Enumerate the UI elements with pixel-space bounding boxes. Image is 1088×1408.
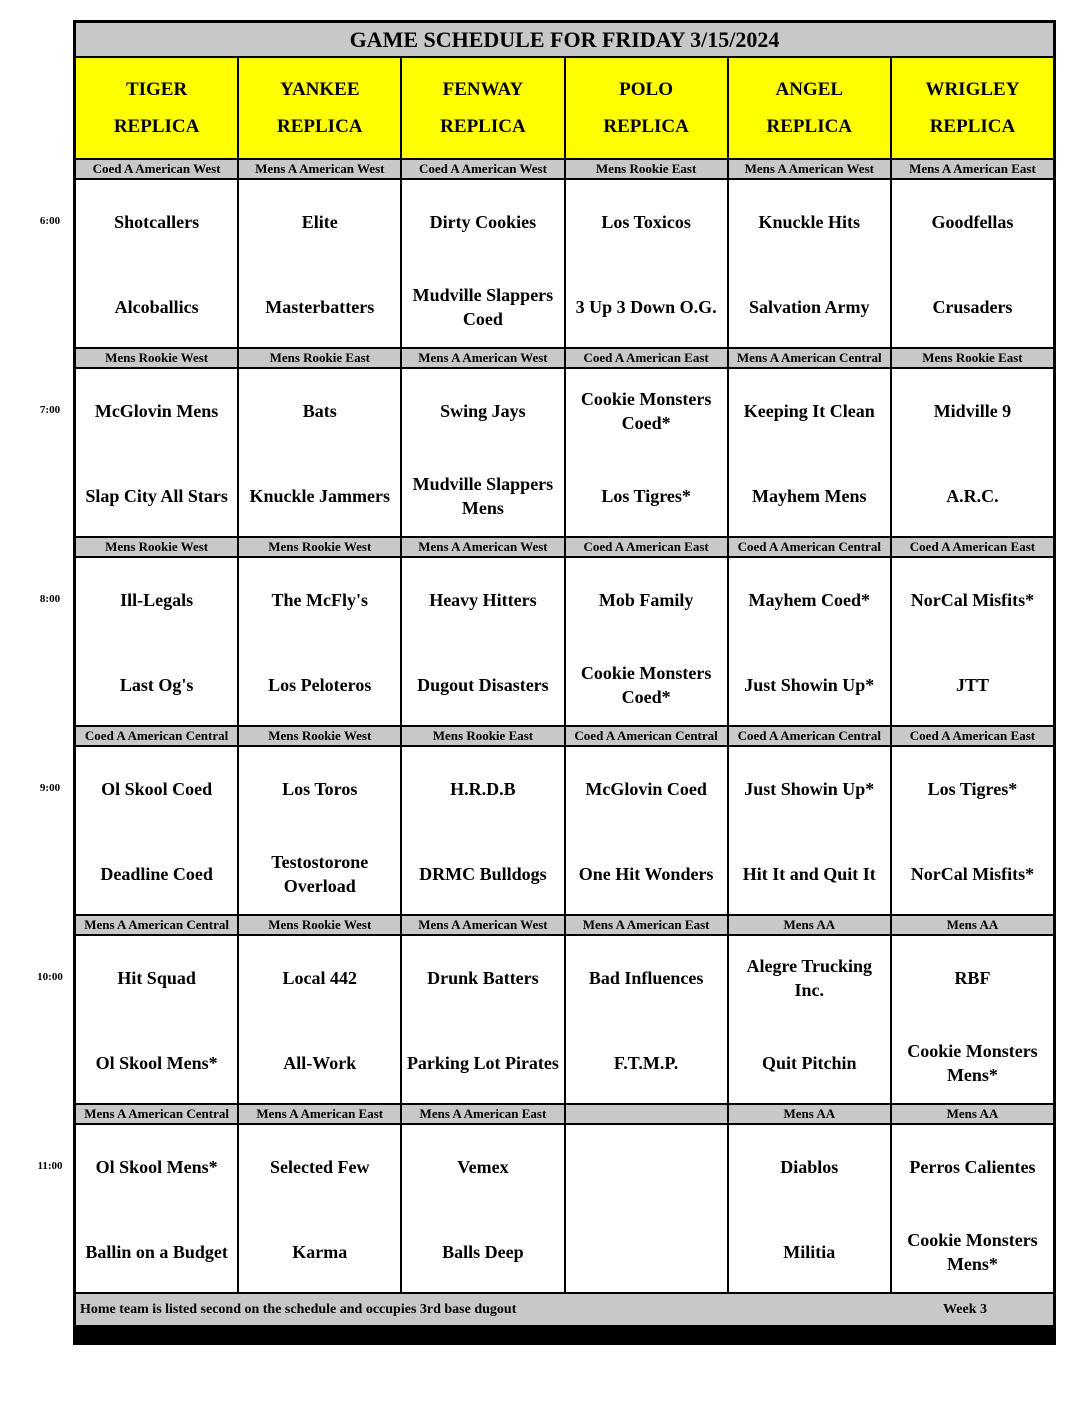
field-name: WRIGLEY bbox=[925, 79, 1020, 100]
game-cell bbox=[892, 180, 1053, 347]
game-cell bbox=[892, 1125, 1053, 1292]
away-team: Bats bbox=[302, 400, 337, 421]
game-cell bbox=[566, 936, 727, 1103]
away-team: Alegre Trucking Inc. bbox=[746, 955, 873, 1000]
home-team: Testostorone Overload bbox=[271, 851, 369, 896]
away-team: Keeping It Clean bbox=[743, 400, 875, 421]
game-cell bbox=[402, 180, 563, 347]
away-team: McGlovin Mens bbox=[94, 400, 219, 421]
game-cell bbox=[892, 747, 1053, 914]
division-label: Mens Rookie East bbox=[892, 349, 1053, 367]
home-team: Ballin on a Budget bbox=[85, 1241, 228, 1262]
division-row bbox=[76, 727, 1053, 745]
game-cell bbox=[729, 1125, 890, 1292]
home-team: Balls Deep bbox=[442, 1241, 524, 1262]
away-team: Vemex bbox=[457, 1156, 509, 1177]
field-sub: REPLICA bbox=[766, 116, 853, 137]
home-team: Cookie Monsters Coed* bbox=[580, 662, 712, 707]
away-team: Knuckle Hits bbox=[758, 211, 861, 232]
division-label: Coed A American Central bbox=[729, 727, 890, 745]
division-label: Mens A American Central bbox=[76, 916, 237, 934]
away-team: Los Toros bbox=[282, 778, 358, 799]
game-cell bbox=[566, 1125, 727, 1292]
week-label: Week 3 bbox=[943, 1301, 987, 1317]
away-team: Ill-Legals bbox=[120, 589, 194, 610]
time-slot-row bbox=[76, 180, 1053, 347]
game-cell bbox=[402, 1125, 563, 1292]
game-cell bbox=[402, 936, 563, 1103]
division-label: Mens A American East bbox=[402, 1105, 563, 1123]
game-cell bbox=[892, 936, 1053, 1103]
time-slot-row bbox=[76, 558, 1053, 725]
division-label: Mens A American West bbox=[239, 160, 400, 178]
division-label: Coed A American West bbox=[402, 160, 563, 178]
game-cell bbox=[76, 180, 237, 347]
home-team: DRMC Bulldogs bbox=[419, 863, 547, 884]
home-team: One Hit Wonders bbox=[578, 863, 714, 884]
game-cell bbox=[76, 936, 237, 1103]
away-team: The McFly's bbox=[271, 589, 368, 610]
division-label: Mens AA bbox=[729, 1105, 890, 1123]
time-slot-row bbox=[76, 747, 1053, 914]
away-team: Ol Skool Mens* bbox=[95, 1156, 218, 1177]
home-team: Militia bbox=[783, 1241, 836, 1262]
game-cell bbox=[729, 558, 890, 725]
division-row bbox=[76, 916, 1053, 934]
field-name: POLO bbox=[619, 79, 674, 100]
home-team: Ol Skool Mens* bbox=[95, 1052, 218, 1073]
away-team: Diablos bbox=[780, 1156, 839, 1177]
home-team: NorCal Misfits* bbox=[910, 863, 1035, 884]
field-sub: REPLICA bbox=[929, 116, 1016, 137]
away-team: Swing Jays bbox=[440, 400, 526, 421]
field-sub: REPLICA bbox=[440, 116, 526, 137]
home-team: Slap City All Stars bbox=[85, 485, 228, 506]
home-team: Los Peloteros bbox=[268, 674, 372, 695]
division-label: Mens Rookie East bbox=[566, 160, 727, 178]
division-label: Coed A American Central bbox=[729, 538, 890, 556]
division-label: Mens Rookie West bbox=[239, 916, 400, 934]
division-label: Mens Rookie East bbox=[402, 727, 563, 745]
home-team: Deadline Coed bbox=[100, 863, 213, 884]
home-team: Karma bbox=[292, 1241, 348, 1262]
division-label: Mens A American West bbox=[402, 916, 563, 934]
away-team: Midville 9 bbox=[933, 400, 1012, 421]
division-label: Mens A American West bbox=[402, 538, 563, 556]
home-team: Masterbatters bbox=[265, 296, 375, 317]
home-team: Alcoballics bbox=[114, 296, 199, 317]
home-team: All-Work bbox=[283, 1052, 357, 1073]
game-cell bbox=[566, 369, 727, 536]
division-label: Coed A American East bbox=[892, 727, 1053, 745]
away-team: Los Toxicos bbox=[601, 211, 691, 232]
home-team: Crusaders bbox=[932, 296, 1013, 317]
home-team: Quit Pitchin bbox=[762, 1052, 857, 1073]
division-label: Coed A American West bbox=[76, 160, 237, 178]
home-team: Mudville Slappers Mens bbox=[412, 473, 554, 518]
away-team: Shotcallers bbox=[114, 211, 200, 232]
away-team: Just Showin Up* bbox=[744, 778, 875, 799]
game-cell bbox=[239, 747, 400, 914]
division-row bbox=[76, 160, 1053, 178]
division-label: Mens A American East bbox=[566, 916, 727, 934]
away-team: H.R.D.B bbox=[450, 778, 516, 799]
field-name: ANGEL bbox=[775, 79, 844, 100]
home-team: A.R.C. bbox=[946, 485, 999, 506]
field-name: TIGER bbox=[125, 79, 188, 100]
away-team: Mayhem Coed* bbox=[748, 589, 871, 610]
game-cell bbox=[239, 936, 400, 1103]
division-label: Coed A American Central bbox=[76, 727, 237, 745]
away-team: Goodfellas bbox=[931, 211, 1014, 232]
game-cell bbox=[566, 558, 727, 725]
game-cell bbox=[729, 936, 890, 1103]
field-sub: REPLICA bbox=[113, 116, 200, 137]
home-team: Knuckle Jammers bbox=[249, 485, 390, 506]
away-team: Cookie Monsters Coed* bbox=[580, 388, 712, 433]
division-label: Mens A American East bbox=[892, 160, 1053, 178]
field-sub: REPLICA bbox=[277, 116, 363, 137]
away-team: NorCal Misfits* bbox=[910, 589, 1035, 610]
game-cell bbox=[402, 558, 563, 725]
game-cell bbox=[76, 1125, 237, 1292]
home-team: F.T.M.P. bbox=[613, 1052, 679, 1073]
division-label: Mens A American West bbox=[729, 160, 890, 178]
game-cell bbox=[566, 747, 727, 914]
game-cell bbox=[239, 558, 400, 725]
division-label: Coed A American East bbox=[566, 349, 727, 367]
game-cell bbox=[76, 369, 237, 536]
division-label bbox=[566, 1105, 727, 1123]
time-slot-row bbox=[76, 369, 1053, 536]
division-label: Mens AA bbox=[729, 916, 890, 934]
time-slot-row bbox=[76, 936, 1053, 1103]
home-team: Dugout Disasters bbox=[417, 674, 549, 695]
schedule-table bbox=[73, 20, 1056, 1345]
division-label: Mens Rookie West bbox=[239, 727, 400, 745]
division-row bbox=[76, 1105, 1053, 1123]
field-name: FENWAY bbox=[442, 79, 524, 100]
home-team: 3 Up 3 Down O.G. bbox=[575, 296, 717, 317]
away-team: Drunk Batters bbox=[427, 967, 539, 988]
division-label: Mens Rookie West bbox=[76, 349, 237, 367]
field-header-yankee bbox=[239, 58, 400, 158]
game-cell bbox=[239, 369, 400, 536]
game-cell bbox=[892, 558, 1053, 725]
division-label: Mens AA bbox=[892, 916, 1053, 934]
division-label: Mens Rookie East bbox=[239, 349, 400, 367]
field-header-wrigley bbox=[892, 58, 1053, 158]
game-cell bbox=[729, 747, 890, 914]
field-header-polo bbox=[566, 58, 727, 158]
game-cell bbox=[729, 180, 890, 347]
field-header-fenway bbox=[402, 58, 563, 158]
away-team: Dirty Cookies bbox=[429, 211, 537, 232]
home-team: Parking Lot Pirates bbox=[406, 1052, 559, 1073]
field-sub: REPLICA bbox=[603, 116, 689, 137]
game-cell bbox=[239, 180, 400, 347]
schedule-footer bbox=[76, 1294, 1053, 1325]
division-label: Coed A American East bbox=[892, 538, 1053, 556]
schedule-title: GAME SCHEDULE FOR FRIDAY 3/15/2024 bbox=[76, 23, 1053, 56]
game-cell bbox=[892, 369, 1053, 536]
division-row bbox=[76, 538, 1053, 556]
away-team: Local 442 bbox=[282, 967, 357, 988]
field-header-tiger bbox=[76, 58, 237, 158]
time-label: 11:00 bbox=[37, 1159, 63, 1172]
game-cell bbox=[76, 558, 237, 725]
division-label: Mens A American West bbox=[402, 349, 563, 367]
away-team: Hit Squad bbox=[117, 967, 196, 988]
footer-note: Home team is listed second on the schedule and occupies 3rd base dugout bbox=[80, 1301, 517, 1317]
field-header-angel bbox=[729, 58, 890, 158]
away-team: Heavy Hitters bbox=[429, 589, 537, 610]
game-cell bbox=[729, 369, 890, 536]
time-label: 10:00 bbox=[37, 970, 63, 983]
game-cell bbox=[402, 369, 563, 536]
time-label: 9:00 bbox=[39, 781, 61, 794]
time-label: 6:00 bbox=[39, 214, 61, 227]
time-slot-row bbox=[76, 1125, 1053, 1292]
away-team: Elite bbox=[301, 211, 338, 232]
home-team: Hit It and Quit It bbox=[742, 863, 876, 884]
away-team: RBF bbox=[954, 967, 991, 988]
field-name: YANKEE bbox=[279, 79, 360, 100]
division-label: Mens AA bbox=[892, 1105, 1053, 1123]
away-team: McGlovin Coed bbox=[585, 778, 707, 799]
home-team: Cookie Monsters Mens* bbox=[907, 1040, 1038, 1085]
game-cell bbox=[402, 747, 563, 914]
game-cell bbox=[239, 1125, 400, 1292]
away-team: Perros Calientes bbox=[909, 1156, 1036, 1177]
away-team: Bad Influences bbox=[588, 967, 704, 988]
home-team: Last Og's bbox=[119, 674, 194, 695]
division-label: Mens Rookie West bbox=[76, 538, 237, 556]
away-team: Selected Few bbox=[270, 1156, 370, 1177]
home-team: Cookie Monsters Mens* bbox=[907, 1229, 1038, 1274]
home-team: JTT bbox=[955, 674, 989, 695]
home-team: Los Tigres* bbox=[601, 485, 691, 506]
home-team: Mayhem Mens bbox=[752, 485, 867, 506]
game-cell bbox=[76, 747, 237, 914]
time-label: 8:00 bbox=[39, 592, 61, 605]
division-label: Coed A American East bbox=[566, 538, 727, 556]
home-team: Just Showin Up* bbox=[744, 674, 875, 695]
division-label: Mens A American East bbox=[239, 1105, 400, 1123]
away-team: Los Tigres* bbox=[927, 778, 1018, 799]
division-label: Mens A American Central bbox=[76, 1105, 237, 1123]
home-team: Mudville Slappers Coed bbox=[412, 284, 554, 329]
away-team: Mob Family bbox=[598, 589, 694, 610]
division-row bbox=[76, 349, 1053, 367]
game-cell bbox=[566, 180, 727, 347]
division-label: Mens Rookie West bbox=[239, 538, 400, 556]
home-team: Salvation Army bbox=[749, 296, 870, 317]
field-header-row bbox=[76, 58, 1053, 158]
away-team: Ol Skool Coed bbox=[101, 778, 213, 799]
division-label: Mens A American Central bbox=[729, 349, 890, 367]
division-label: Coed A American Central bbox=[566, 727, 727, 745]
time-label: 7:00 bbox=[39, 403, 61, 416]
